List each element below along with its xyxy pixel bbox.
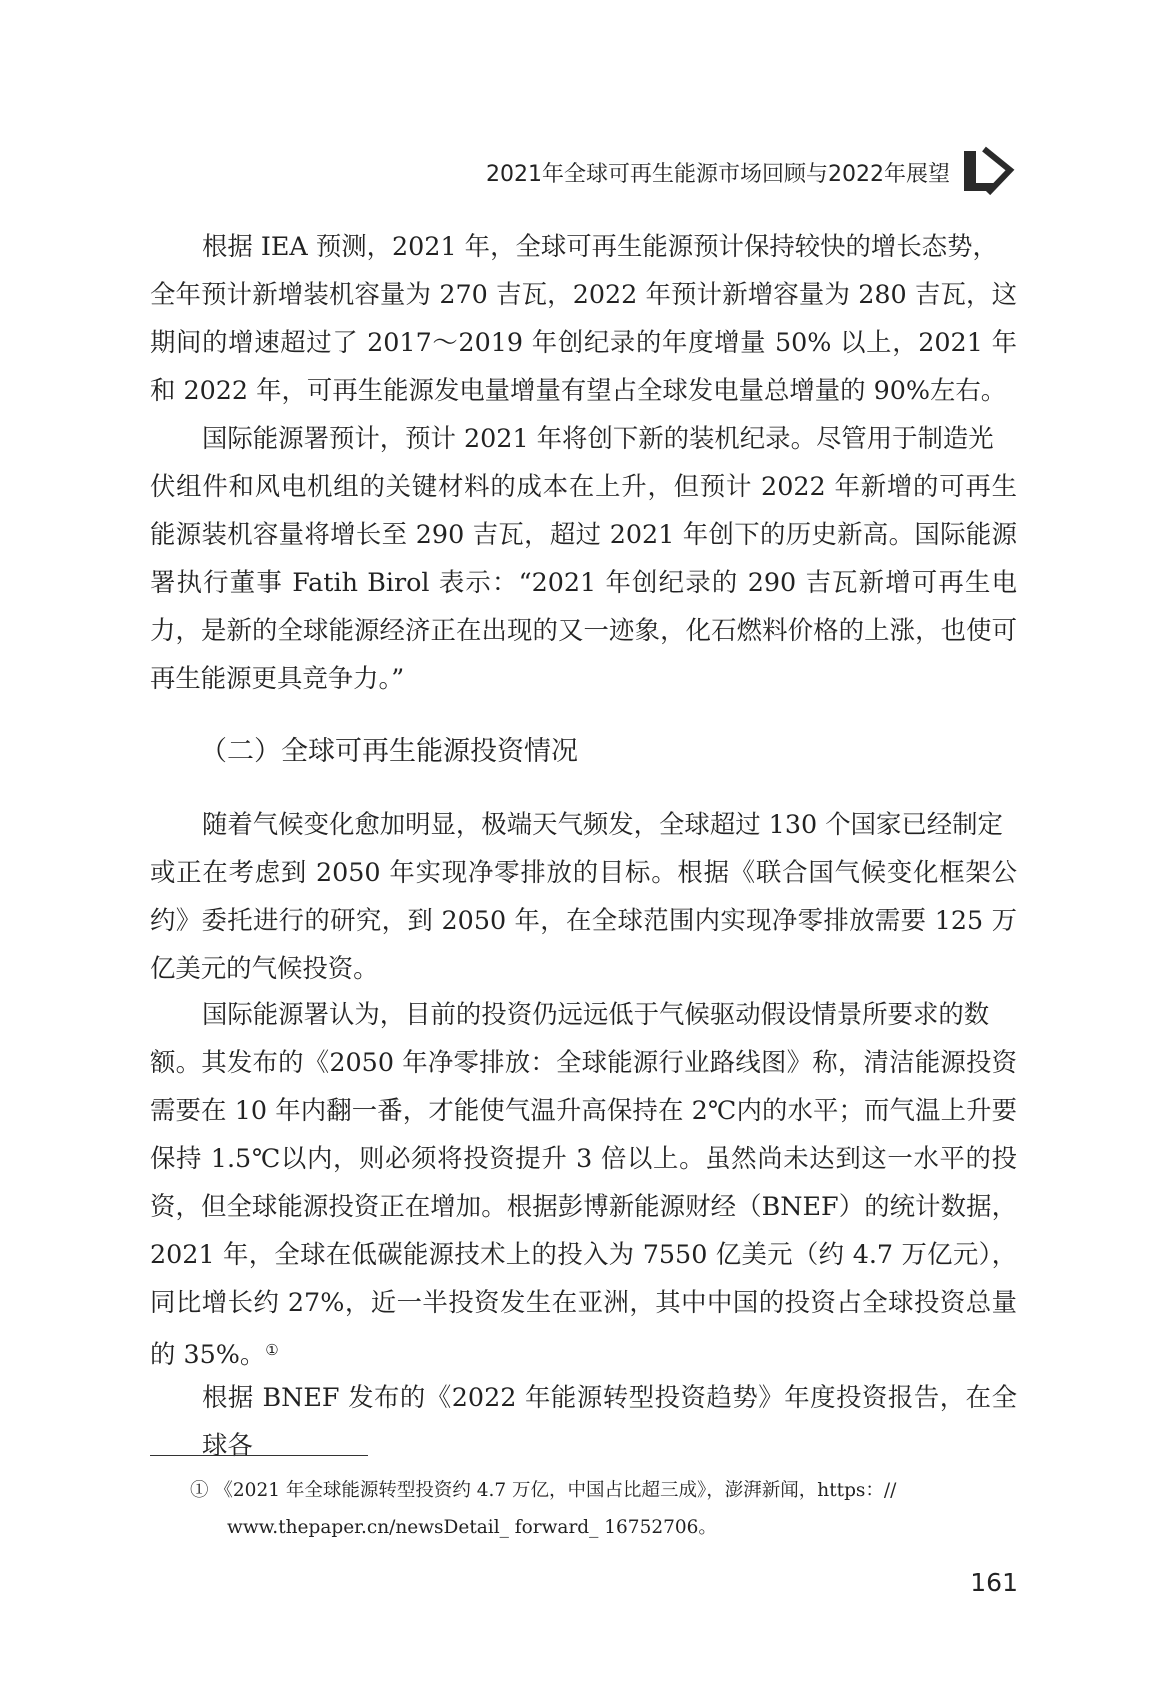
paragraph-first-line: 国际能源署认为，目前的投资仍远远低于气候驱动假设情景所要求的数 xyxy=(202,999,990,1029)
page-number: 161 xyxy=(970,1568,1018,1597)
footnote-line-1 xyxy=(190,1472,1018,1509)
paragraph-body: 全年预计新增装机容量为 270 吉瓦，2022 年预计新增容量为 280 吉瓦，这期间的增速超过了 2017～2019 年创纪录的年度增量 50% 以上，2021 年和 2022 年，可再生能源发电量增量有望占全球发电量总增量的 90%左右。 xyxy=(150,279,1017,405)
footnote-reference[interactable]: ① xyxy=(265,1341,279,1359)
footnote-marker: ① xyxy=(190,1480,209,1501)
paragraph-body: 或正在考虑到 2050 年实现净零排放的目标。根据《联合国气候变化框架公约》委托进行的研究，到 2050 年，在全球范围内实现净零排放需要 125 万亿美元的气候投资。 xyxy=(150,857,1017,983)
paragraph-body: 额。其发布的《2050 年净零排放：全球能源行业路线图》称，清洁能源投资需要在 10 年内翻一番，才能使气温升高保持在 2℃内的水平；而气温上升要保持 1.5℃以内，则必须将投资提升 3 倍以上。虽然尚未达到这一水平的投资，但全球能源投资正在增加。根据彭博新能源财经（BNEF）的统计数据，2021 年，全球在低碳能源技术上的投入为 7550 亿美元（约 4.7 万亿元），同比增长约 27%，近一半投资发生在亚洲，其中中国的投资占全球投资总量的 35%。 xyxy=(150,1047,1017,1369)
paragraph-first-line: 随着气候变化愈加明显，极端天气频发，全球超过 130 个国家已经制定 xyxy=(202,809,1003,839)
footnote-text: 《2021 年全球能源转型投资约 4.7 万亿，中国占比超三成》，澎湃新闻，https：// xyxy=(214,1480,897,1501)
paragraph-4 xyxy=(150,990,1017,1378)
paragraph-first-line: 国际能源署预计，预计 2021 年将创下新的装机纪录。尽管用于制造光 xyxy=(202,423,994,453)
paragraph-body: 伏组件和风电机组的关键材料的成本在上升，但预计 2022 年新增的可再生能源装机容量将增长至 290 吉瓦，超过 2021 年创下的历史新高。国际能源署执行董事 Fatih Birol 表示：“2021 年创纪录的 290 吉瓦新增可再生电力，是新的全球能源经济正在出现的又一迹象，化石燃料价格的上涨，也使可再生能源更具竞争力。” xyxy=(150,471,1017,693)
running-title: 2021年全球可再生能源市场回顾与2022年展望 xyxy=(486,162,950,187)
paragraph-first-line: 根据 IEA 预测，2021 年，全球可再生能源预计保持较快的增长态势， xyxy=(202,231,998,261)
section-heading: （二）全球可再生能源投资情况 xyxy=(200,736,578,767)
footnote xyxy=(190,1472,1018,1546)
paragraph-1 xyxy=(150,222,1017,414)
chapter-arrow-icon xyxy=(960,143,1020,197)
paragraph-first-line: 根据 BNEF 发布的《2022 年能源转型投资趋势》年度投资报告，在全球各 xyxy=(202,1382,1017,1460)
footnote-url[interactable]: www.thepaper.cn/newsDetail_ forward_ 16752706。 xyxy=(227,1517,717,1538)
paragraph-3 xyxy=(150,800,1017,992)
paragraph-2 xyxy=(150,414,1017,702)
running-header xyxy=(380,141,1020,197)
footnote-divider xyxy=(150,1455,368,1456)
